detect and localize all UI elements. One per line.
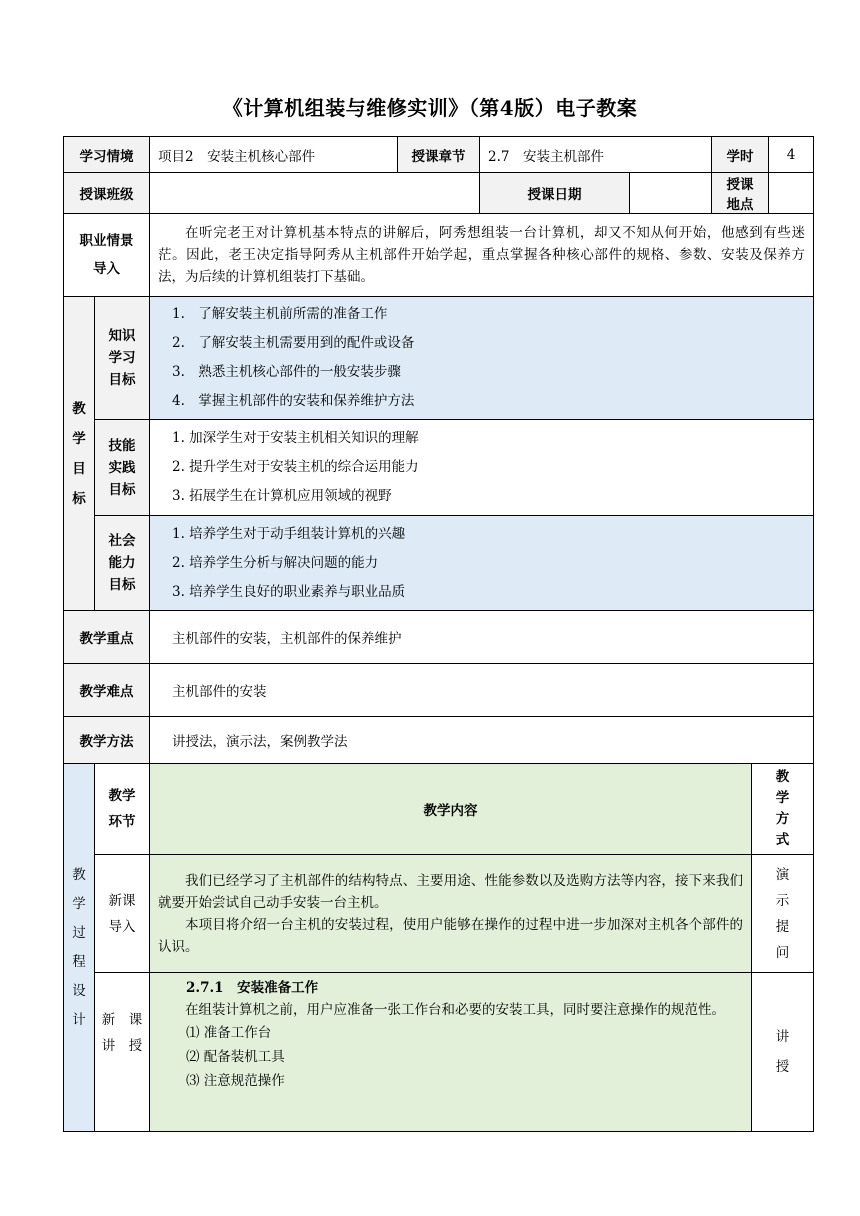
- intro-way: 演 示 提 问: [752, 855, 814, 973]
- chapter-value: 2.7 安装主机部件: [480, 137, 712, 173]
- social-goal-label: 社会 能力 目标: [95, 516, 150, 611]
- list-item: 1. 加深学生对于安装主机相关知识的理解: [172, 430, 419, 446]
- list-item: 2. 了解安装主机需要用到的配件或设备: [172, 335, 415, 351]
- lecture-content: [150, 973, 752, 1132]
- row-scenario: [64, 214, 814, 297]
- goals-label: 教 学 目 标: [64, 297, 95, 611]
- hours-label: 学时: [712, 137, 769, 173]
- row-intro: [64, 855, 814, 973]
- list-item: ⑶ 注意规范操作: [186, 1073, 285, 1089]
- key-points-label: 教学重点: [64, 611, 150, 664]
- list-item: 4. 掌握主机部件的安装和保养维护方法: [172, 393, 415, 409]
- list-item: 2. 提升学生对于安装主机的综合运用能力: [172, 459, 419, 475]
- intro-para-1: 我们已经学习了主机部件的结构特点、主要用途、性能参数以及选购方法等内容，接下来我们就要开始尝试自己动手安装一台主机。: [158, 872, 743, 911]
- way-header: 教 学 方 式: [752, 764, 814, 855]
- knowledge-goal-list: [150, 297, 814, 420]
- place-label: 授课地点: [712, 173, 769, 214]
- intro-content: [150, 855, 752, 973]
- chapter-label: 授课章节: [398, 137, 480, 173]
- date-value: [630, 173, 712, 214]
- scenario-text: 在听完老王对计算机基本特点的讲解后，阿秀想组装一台计算机，却又不知从何开始，他感到有些迷茫。因此，老王决定指导阿秀从主机部件开始学起，重点掌握各种核心部件的规格、参数、安装及保养方法，为后续的计算机组装打下基础。: [150, 214, 814, 297]
- hours-value: 4: [769, 137, 814, 173]
- method-label: 教学方法: [64, 717, 150, 764]
- row-key-points: [64, 611, 814, 664]
- class-label: 授课班级: [64, 173, 150, 214]
- list-item: 3. 培养学生良好的职业素养与职业品质: [172, 583, 406, 600]
- content-header: 教学内容: [150, 764, 752, 855]
- row-process-header: [64, 764, 814, 855]
- situation-value: 项目2 安装主机核心部件: [150, 137, 398, 173]
- row-goal-knowledge: [64, 297, 814, 420]
- list-item: 3. 熟悉主机核心部件的一般安装步骤: [172, 364, 401, 380]
- list-item: ⑴ 准备工作台: [186, 1025, 272, 1041]
- stage-header: 教学 环节: [95, 764, 150, 855]
- intro-para-2: 本项目将介绍一台主机的安装过程，使用户能够在操作的过程中进一步加深对主机各个部件的认识。: [158, 916, 743, 955]
- row-situation: [64, 137, 814, 173]
- list-item: ⑵ 配备装机工具: [186, 1049, 285, 1065]
- class-value: [150, 173, 480, 214]
- key-points-value: 主机部件的安装，主机部件的保养维护: [150, 611, 814, 664]
- skill-goal-label: 技能 实践 目标: [95, 420, 150, 516]
- list-item: 3. 拓展学生在计算机应用领域的视野: [172, 488, 392, 504]
- page-title: 《计算机组装与维修实训》（第4版）电子教案: [222, 96, 638, 120]
- row-method: [64, 717, 814, 764]
- list-item: 1. 培养学生对于动手组装计算机的兴趣: [172, 525, 406, 542]
- lecture-stage: 新 课 讲 授: [95, 973, 150, 1132]
- lecture-way: 讲 授: [752, 973, 814, 1132]
- list-item: 2. 培养学生分析与解决问题的能力: [172, 554, 379, 571]
- difficulty-label: 教学难点: [64, 664, 150, 717]
- situation-label: 学习情境: [64, 137, 150, 173]
- row-lecture: [64, 973, 814, 1132]
- list-item: 1. 了解安装主机前所需的准备工作: [172, 306, 388, 322]
- method-value: 讲授法，演示法，案例教学法: [150, 717, 814, 764]
- knowledge-goal-label: 知识 学习 目标: [95, 297, 150, 420]
- row-difficulty: [64, 664, 814, 717]
- lesson-plan-table: [63, 136, 814, 1132]
- difficulty-value: 主机部件的安装: [150, 664, 814, 717]
- scenario-label-line1: 职业情景: [79, 233, 134, 249]
- process-label: 教 学 过 程 设 计: [64, 764, 95, 1132]
- lecture-para: 在组装计算机之前，用户应准备一张工作台和必要的安装工具，同时要注意操作的规范性。: [185, 1002, 725, 1018]
- row-goal-skill: [64, 420, 814, 516]
- date-label: 授课日期: [480, 173, 630, 214]
- row-goal-social: [64, 516, 814, 611]
- row-class: [64, 173, 814, 214]
- lecture-section-title: 2.7.1 安装准备工作: [186, 980, 319, 996]
- intro-stage: 新课 导入: [95, 855, 150, 973]
- skill-goal-list: [150, 420, 814, 516]
- social-goal-list: [150, 516, 814, 611]
- place-value: [769, 173, 814, 214]
- scenario-label-line2: 导入: [93, 261, 120, 277]
